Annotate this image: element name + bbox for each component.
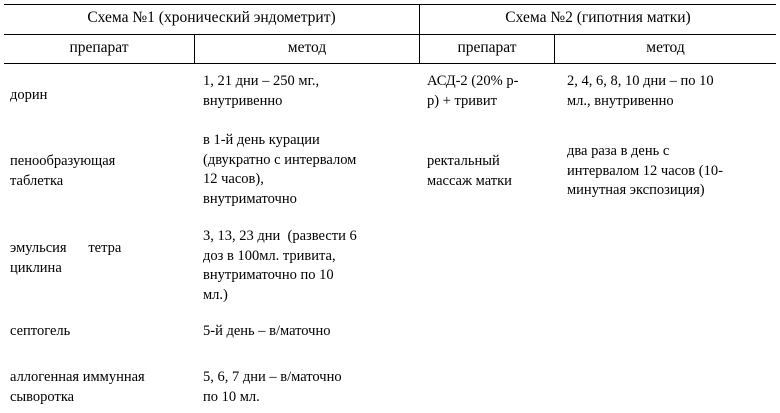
drug-name: септогель bbox=[10, 323, 71, 339]
scheme2-drug-header: препарат bbox=[457, 39, 517, 56]
table-row bbox=[10, 322, 190, 342]
table-row bbox=[203, 227, 415, 305]
table-row bbox=[427, 152, 551, 191]
table-row bbox=[203, 131, 415, 209]
method-line: внутриматочно bbox=[203, 190, 297, 207]
method-line: в 1-й день курации bbox=[203, 132, 320, 148]
drug-name: р) + тривит bbox=[427, 92, 497, 109]
drug-name: АСД-2 (20% р- bbox=[427, 73, 519, 89]
drug-name: аллогенная иммунная bbox=[10, 369, 145, 385]
method-line: минутная экспозиция) bbox=[567, 182, 705, 198]
method-line: два раза в день с bbox=[567, 143, 670, 159]
drug-name: циклина bbox=[10, 259, 62, 276]
drug-name: массаж матки bbox=[427, 172, 512, 189]
method-line: по 10 мл. bbox=[203, 388, 260, 405]
table-top-border bbox=[4, 4, 776, 5]
drug-name: пенообразующая bbox=[10, 153, 116, 169]
method-line: (двукратно с интервалом bbox=[203, 151, 357, 168]
method-line: мл.) bbox=[203, 286, 228, 303]
table-row bbox=[10, 368, 190, 407]
table-row bbox=[203, 322, 415, 342]
method-line: 5, 6, 7 дни – в/маточно bbox=[203, 369, 342, 385]
scheme1-method-header: метод bbox=[287, 39, 327, 56]
drug-name: ректальный bbox=[427, 153, 500, 169]
scheme1-drug-header: препарат bbox=[69, 39, 129, 56]
method-line: 1, 21 дни – 250 мг., bbox=[203, 73, 320, 89]
table-row bbox=[10, 86, 190, 106]
drug-name: дорин bbox=[10, 87, 48, 103]
table-row bbox=[10, 239, 190, 278]
method-line: 12 часов), bbox=[203, 171, 264, 187]
method-line: внутривенно bbox=[203, 92, 283, 109]
method-line: 3, 13, 23 дни (развести 6 bbox=[203, 228, 357, 244]
method-line: 5-й день – в/маточно bbox=[203, 323, 331, 339]
table-row bbox=[567, 72, 775, 111]
table-row bbox=[567, 142, 775, 201]
drug-name: сыворотка bbox=[10, 388, 75, 405]
method-line: интервалом 12 часов (10- bbox=[567, 162, 723, 179]
scheme2-title: Схема №2 (гипотния матки) bbox=[505, 9, 691, 26]
table-row bbox=[10, 152, 190, 191]
method-line: 2, 4, 6, 8, 10 дни – по 10 bbox=[567, 73, 714, 89]
scheme1-title: Схема №1 (хронический эндометрит) bbox=[87, 9, 336, 26]
drug-name: таблетка bbox=[10, 172, 64, 189]
table-header-divider bbox=[4, 34, 776, 35]
table-row bbox=[427, 72, 551, 111]
method-line: доз в 100мл. тривита, bbox=[203, 247, 336, 264]
method-line: мл., внутривенно bbox=[567, 92, 674, 109]
table-row bbox=[203, 72, 415, 111]
table-subheader-divider bbox=[4, 63, 776, 64]
scheme2-method-header: метод bbox=[646, 39, 685, 56]
method-line: внутриматочно по 10 bbox=[203, 267, 334, 283]
table-row bbox=[203, 368, 415, 407]
drug-name: эмульсия тетра bbox=[10, 240, 122, 256]
